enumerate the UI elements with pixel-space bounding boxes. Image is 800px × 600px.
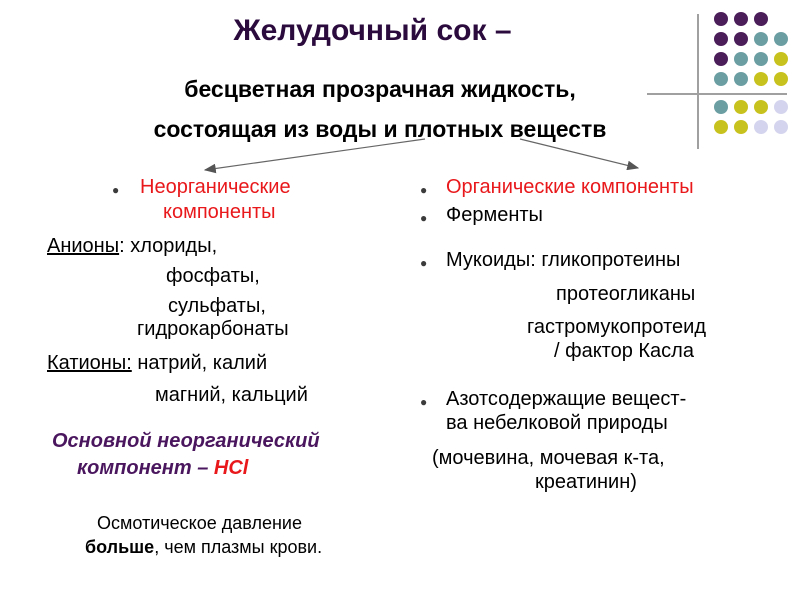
right-heading: Органические компоненты <box>446 176 694 198</box>
osmotic-more: больше <box>85 537 155 557</box>
mucoids-item: Мукоиды: гликопротеины <box>446 249 681 271</box>
main-inorganic-line-1: Основной неорганический <box>52 430 320 452</box>
page-title: Желудочный сок – <box>233 14 512 47</box>
bullet: ● <box>420 256 428 270</box>
arrow-right <box>520 139 638 168</box>
anions-label: Анионы <box>47 235 120 257</box>
cations-line <box>47 352 267 375</box>
left-heading-line-1: Неорганические <box>140 176 291 198</box>
left-heading-line-2: компоненты <box>163 201 276 223</box>
osmotic-line-2 <box>85 537 322 558</box>
cations-first: натрий, калий <box>131 352 268 374</box>
cations-label: Катионы: <box>47 352 132 374</box>
anions-first: : хлориды, <box>119 235 218 257</box>
cations-second: магний, кальций <box>155 384 308 406</box>
osmotic-line-1: Осмотическое давление <box>97 513 302 533</box>
main-inorganic-label: компонент – <box>77 457 214 479</box>
main-inorganic-line-2 <box>77 457 248 480</box>
anion-bicarbonates: гидрокарбонаты <box>137 318 289 340</box>
subtitle-line-1: бесцветная прозрачная жидкость, <box>184 76 576 102</box>
anions-line <box>47 235 217 258</box>
nitrogen-item-line-1: Азотсодержащие вещест- <box>446 388 687 410</box>
hcl-text: HCl <box>213 457 249 479</box>
nitrogen-item-line-2: ва небелковой природы <box>446 412 668 434</box>
enzymes-item: Ферменты <box>446 204 543 226</box>
proteoglycans-item: протеогликаны <box>556 283 696 305</box>
bullet: ● <box>112 183 120 197</box>
bullet: ● <box>420 183 428 197</box>
bullet: ● <box>420 211 428 225</box>
anion-sulfates: сульфаты, <box>168 295 266 317</box>
castle-factor-item: / фактор Касла <box>554 340 694 362</box>
gastromucoprotein-item: гастромукопротеид <box>527 316 706 338</box>
osmotic-rest: , чем плазмы крови. <box>154 537 323 557</box>
nitrogen-item-line-4: креатинин) <box>535 471 637 493</box>
arrow-left <box>205 139 425 170</box>
subtitle-line-2: состоящая из воды и плотных веществ <box>153 116 607 142</box>
bullet: ● <box>420 395 428 409</box>
anion-phosphates: фосфаты, <box>166 265 260 287</box>
nitrogen-item-line-3: (мочевина, мочевая к-та, <box>432 447 665 469</box>
